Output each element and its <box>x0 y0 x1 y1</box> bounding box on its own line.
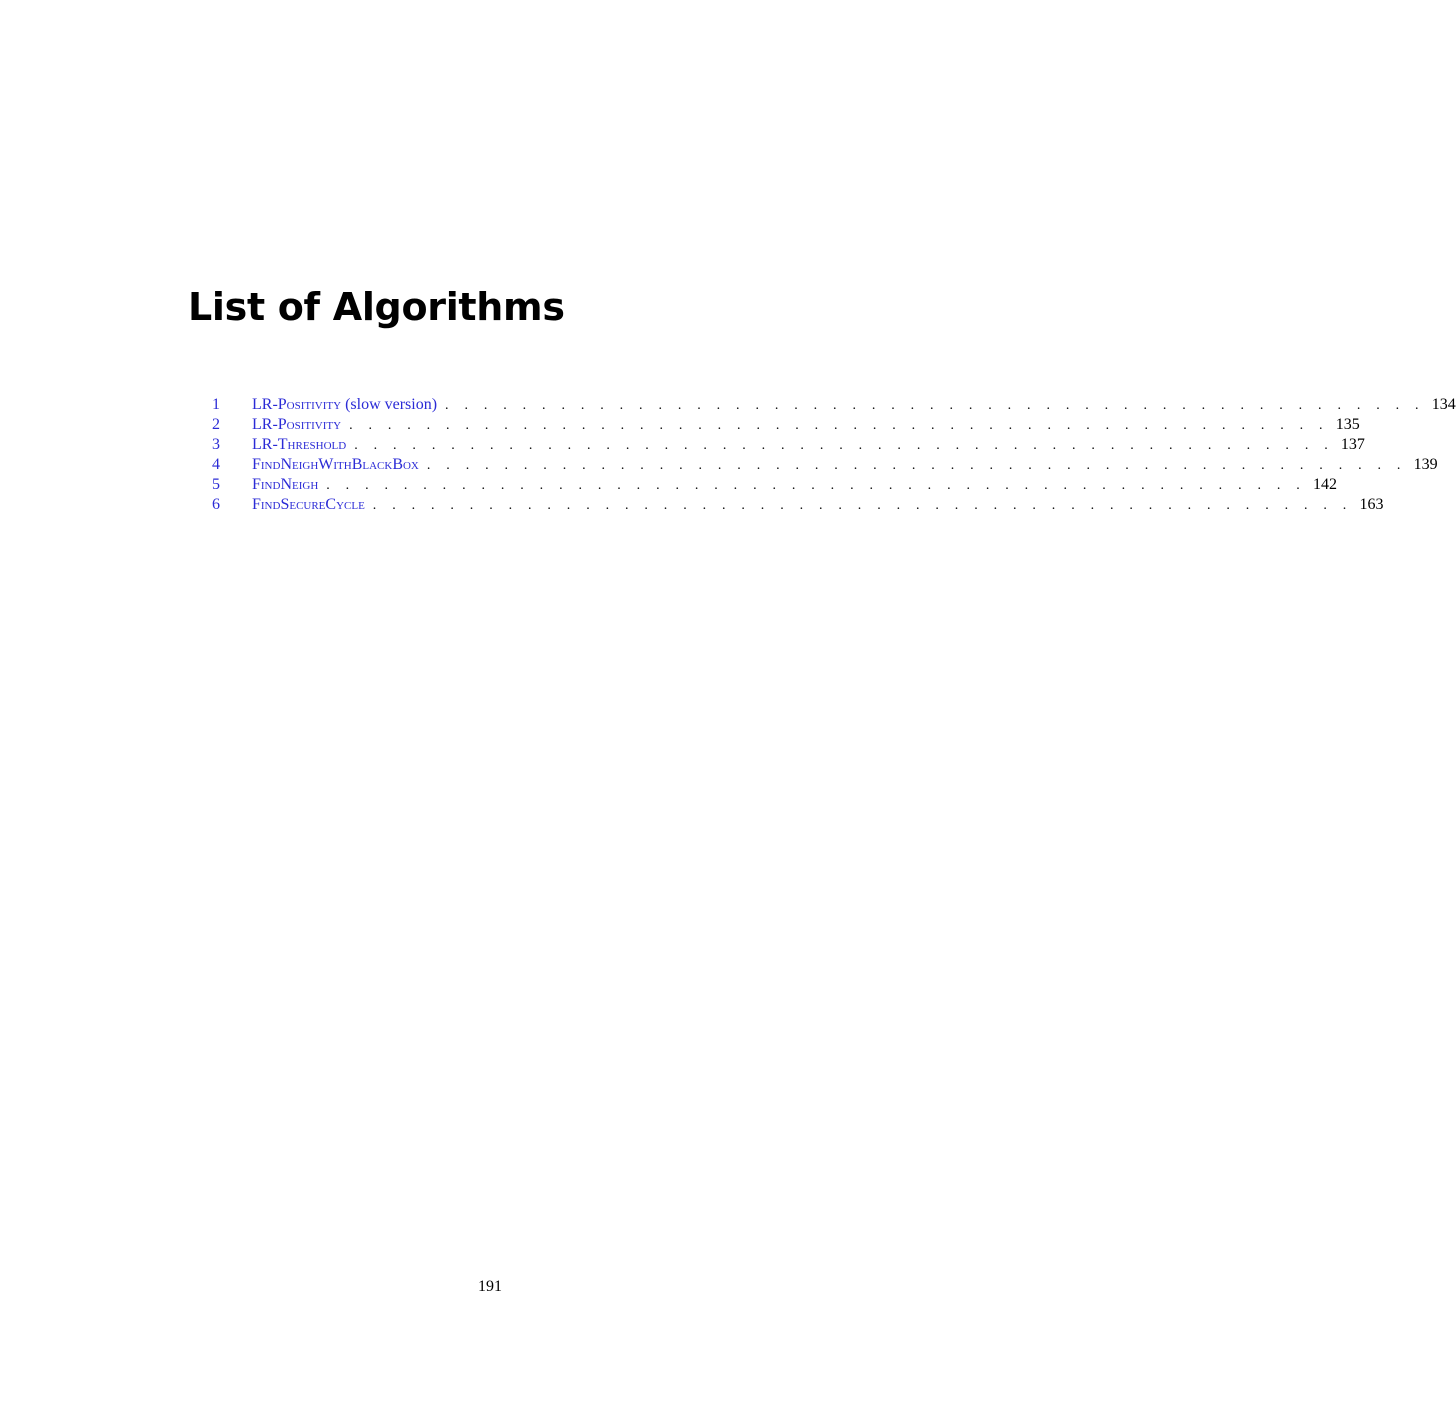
algorithm-name[interactable]: FindNeigh <box>252 476 319 493</box>
algorithm-name-suffix[interactable]: (slow version) <box>341 396 438 413</box>
entry-number[interactable]: 1 <box>212 396 220 413</box>
entry-page-number: 135 <box>1335 416 1360 433</box>
list-item[interactable] <box>212 455 1438 475</box>
entry-page-number: 139 <box>1413 456 1438 473</box>
entry-title-link[interactable] <box>252 395 441 415</box>
page-title: List of Algorithms <box>188 285 565 329</box>
list-item[interactable] <box>212 435 1365 455</box>
entry-number[interactable]: 4 <box>212 456 220 473</box>
entry-number[interactable]: 3 <box>212 436 220 453</box>
dot-leader: . . . . . . . . . . . . . . . . . . . . . . . . . . . . . . . . . . . . . . . . . . . . . . . . . . . <box>426 458 1407 473</box>
list-of-algorithms <box>212 395 1456 515</box>
entry-title-link[interactable] <box>252 455 423 475</box>
dot-leader: . . . . . . . . . . . . . . . . . . . . . . . . . . . . . . . . . . . . . . . . . . . . . . . . . . . <box>445 398 1425 413</box>
list-item[interactable] <box>212 495 1384 515</box>
entry-title-link[interactable] <box>252 495 369 515</box>
entry-page-number: 134 <box>1431 396 1456 413</box>
dot-leader: . . . . . . . . . . . . . . . . . . . . . . . . . . . . . . . . . . . . . . . . . . . . . . . . . . . <box>326 478 1306 493</box>
entry-title-link[interactable] <box>252 435 350 455</box>
algorithm-name[interactable]: FindSecureCycle <box>252 496 365 513</box>
entry-number[interactable]: 5 <box>212 476 220 493</box>
dot-leader: . . . . . . . . . . . . . . . . . . . . . . . . . . . . . . . . . . . . . . . . . . . . . . . . . . . <box>349 418 1329 433</box>
algorithm-name[interactable]: LR-Threshold <box>252 436 347 453</box>
entry-page-number: 163 <box>1359 496 1384 513</box>
dot-leader: . . . . . . . . . . . . . . . . . . . . . . . . . . . . . . . . . . . . . . . . . . . . . . . . . . . <box>354 438 1334 453</box>
list-item[interactable] <box>212 415 1360 435</box>
algorithm-name[interactable]: LR-Positivity <box>252 416 342 433</box>
list-item[interactable] <box>212 395 1456 415</box>
entry-number[interactable]: 6 <box>212 496 220 513</box>
entry-page-number: 137 <box>1340 436 1365 453</box>
entry-title-link[interactable] <box>252 415 345 435</box>
algorithm-name[interactable]: LR-Positivity <box>252 396 342 413</box>
dot-leader: . . . . . . . . . . . . . . . . . . . . . . . . . . . . . . . . . . . . . . . . . . . . . . . . . . . <box>372 498 1353 513</box>
list-item[interactable] <box>212 475 1337 495</box>
entry-number[interactable]: 2 <box>212 416 220 433</box>
entry-title-link[interactable] <box>252 475 322 495</box>
entry-page-number: 142 <box>1312 476 1337 493</box>
page-number: 191 <box>478 1278 502 1295</box>
algorithm-name[interactable]: FindNeighWithBlackBox <box>252 456 419 473</box>
